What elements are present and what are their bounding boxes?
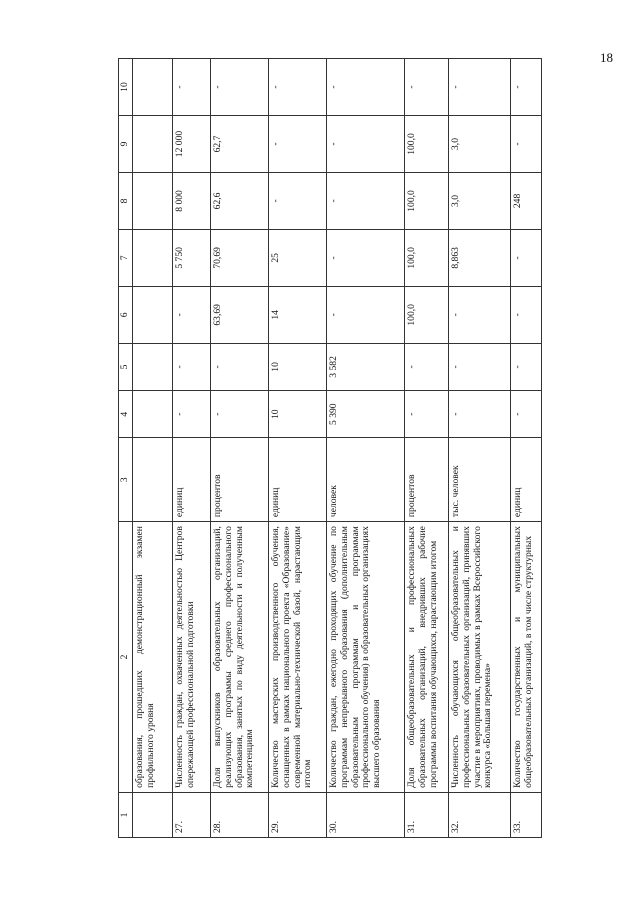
table-row — [327, 59, 405, 838]
unit-of-measure: единиц — [269, 438, 327, 522]
indicator-description: Численность обучающихся общеобразовательных и профессиональных образовательных организаций, принявших участие в мероприятиях, проводимых в рамках Всероссийского конкурса «Большая перемена» — [449, 522, 511, 793]
value-cell: - — [269, 59, 327, 116]
column-number: 9 — [119, 116, 133, 173]
unit-of-measure: единиц — [511, 438, 542, 522]
column-number: 6 — [119, 286, 133, 343]
indicator-description: Доля выпускников образовательных организаций, реализующих программы среднего профессионального образования, занятых по виду деятельности и полученным компетенциям — [211, 522, 269, 793]
indicators-table — [118, 58, 542, 838]
value-cell: 100,0 — [405, 116, 449, 173]
table-row — [405, 59, 449, 838]
value-cell: 100,0 — [405, 286, 449, 343]
value-cell: - — [269, 172, 327, 229]
indicator-description: Численность граждан, охваченных деятельностью Центров опережающей профессиональной подготовки — [173, 522, 211, 793]
value-cell: - — [405, 343, 449, 390]
value-cell: - — [327, 116, 405, 173]
table-row — [449, 59, 511, 838]
indicator-description: Количество мастерских производственного обучения, оснащенных в рамках национального проекта «Образование» современной материально-технической базой, нарастающим итогом — [269, 522, 327, 793]
value-cell: - — [511, 391, 542, 438]
table-row — [211, 59, 269, 838]
value-cell: 10 — [269, 343, 327, 390]
value-cell: - — [511, 59, 542, 116]
value-cell: - — [269, 116, 327, 173]
column-number: 5 — [119, 343, 133, 390]
rotated-table-container — [118, 58, 534, 838]
value-cell: 100,0 — [405, 229, 449, 286]
value-cell: 5 390 — [327, 391, 405, 438]
table-row — [173, 59, 211, 838]
column-number: 3 — [119, 438, 133, 522]
value-cell: - — [173, 59, 211, 116]
value-cell: 3,0 — [449, 116, 511, 173]
value-cell: 62,7 — [211, 116, 269, 173]
value-cell: - — [449, 391, 511, 438]
column-number: 7 — [119, 229, 133, 286]
value-cell: - — [405, 391, 449, 438]
value-cell: - — [211, 59, 269, 116]
value-cell: 8,863 — [449, 229, 511, 286]
unit-of-measure: процентов — [211, 438, 269, 522]
table-row — [511, 59, 542, 838]
value-cell: 62,6 — [211, 172, 269, 229]
value-cell: 63,69 — [211, 286, 269, 343]
value-cell — [133, 59, 173, 116]
value-cell: - — [327, 229, 405, 286]
column-number: 4 — [119, 391, 133, 438]
value-cell — [133, 286, 173, 343]
value-cell: - — [511, 229, 542, 286]
unit-of-measure: человек — [327, 438, 405, 522]
value-cell: - — [173, 391, 211, 438]
indicator-description: Количество государственных и муниципальных общеобразовательных организаций, в том числе структурных — [511, 522, 542, 793]
table-row — [269, 59, 327, 838]
value-cell: - — [449, 59, 511, 116]
row-number: 29. — [269, 792, 327, 837]
value-cell: 8 000 — [173, 172, 211, 229]
row-number: 30. — [327, 792, 405, 837]
value-cell — [133, 116, 173, 173]
page-number: 18 — [600, 50, 613, 65]
value-cell: - — [327, 172, 405, 229]
row-number: 28. — [211, 792, 269, 837]
value-cell: - — [327, 59, 405, 116]
unit-of-measure: процентов — [405, 438, 449, 522]
value-cell: 3 582 — [327, 343, 405, 390]
column-number: 10 — [119, 59, 133, 116]
indicator-description: Количество граждан, ежегодно проходящих обучение по программам непрерывного образования (дополнительным образовательным программам и программам профессионального обучения) в образовательных организациях высшего образования — [327, 522, 405, 793]
value-cell: - — [211, 343, 269, 390]
indicator-description: Доля общеобразовательных и профессиональных образовательных организаций, внедривших рабочие программы воспитания обучающихся, нарастающим итогом — [405, 522, 449, 793]
table-row — [133, 59, 173, 838]
column-number: 2 — [119, 522, 133, 793]
column-number: 1 — [119, 792, 133, 837]
value-cell: - — [511, 286, 542, 343]
value-cell: 248 — [511, 172, 542, 229]
indicator-description: образования, прошедших демонстрационный экзамен профильного уровня — [133, 522, 173, 793]
unit-of-measure: единиц — [173, 438, 211, 522]
row-number — [133, 792, 173, 837]
value-cell: 12 000 — [173, 116, 211, 173]
value-cell: - — [511, 116, 542, 173]
value-cell — [133, 172, 173, 229]
value-cell: - — [449, 343, 511, 390]
value-cell: - — [327, 286, 405, 343]
value-cell — [133, 391, 173, 438]
value-cell: - — [405, 59, 449, 116]
value-cell: - — [211, 391, 269, 438]
value-cell — [133, 343, 173, 390]
value-cell: 14 — [269, 286, 327, 343]
value-cell: - — [173, 343, 211, 390]
column-number: 8 — [119, 172, 133, 229]
row-number: 27. — [173, 792, 211, 837]
value-cell — [133, 229, 173, 286]
row-number: 31. — [405, 792, 449, 837]
value-cell: - — [173, 286, 211, 343]
unit-of-measure: тыс. человек — [449, 438, 511, 522]
value-cell: - — [449, 286, 511, 343]
unit-of-measure — [133, 438, 173, 522]
value-cell: 5 750 — [173, 229, 211, 286]
value-cell: 100,0 — [405, 172, 449, 229]
row-number: 33. — [511, 792, 542, 837]
value-cell: - — [511, 343, 542, 390]
column-number-row — [119, 59, 133, 838]
value-cell: 10 — [269, 391, 327, 438]
value-cell: 3,0 — [449, 172, 511, 229]
value-cell: 25 — [269, 229, 327, 286]
row-number: 32. — [449, 792, 511, 837]
value-cell: 70,69 — [211, 229, 269, 286]
